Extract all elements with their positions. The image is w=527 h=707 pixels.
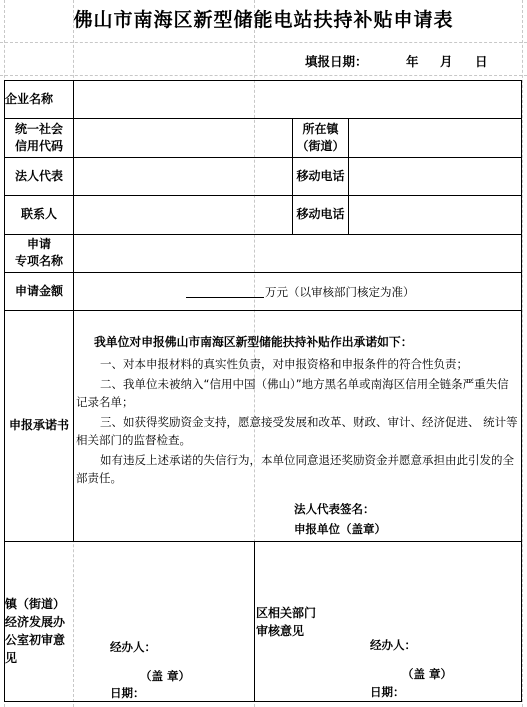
col-divider xyxy=(254,541,255,702)
legal-rep-label: 法人代表 xyxy=(14,169,63,183)
project-name-label xyxy=(5,236,73,270)
town-date-label: 日期： xyxy=(110,686,145,700)
row-divider xyxy=(4,541,522,542)
unit-seal-label: 申报单位（盖章） xyxy=(294,522,386,536)
district-date-label: 日期： xyxy=(370,685,405,699)
amount-field[interactable] xyxy=(186,297,264,298)
district-seal-label: （盖 章） xyxy=(402,667,453,681)
town-seal-label: （盖 章） xyxy=(140,669,191,683)
grid-line xyxy=(0,42,527,43)
district-dept-opinion-label: 区相关部门审核意见 xyxy=(256,606,317,638)
grid-line xyxy=(0,75,527,76)
commitment-item-2: 二、我单位未被纳入“信用中国（佛山）”地方黑名单或南海区信用全链条严重失信记录名单； xyxy=(76,377,509,409)
fill-date-label: 填报日期： xyxy=(305,54,368,69)
row-divider xyxy=(4,310,522,311)
town-handler-label: 经办人： xyxy=(110,640,156,654)
town-office-opinion-label: 镇（街道）经济发展办公室初审意见 xyxy=(5,597,66,665)
credit-code-field[interactable] xyxy=(74,119,292,157)
date-month: 月 xyxy=(440,54,453,69)
legal-rep-field[interactable] xyxy=(74,158,292,195)
location-label-line2: （街道） xyxy=(296,139,345,153)
credit-code-label-line2: 信用代码 xyxy=(14,139,63,153)
mobile-label-1: 移动电话 xyxy=(296,169,345,183)
amount-unit: 万元（以审核部门核定为准） xyxy=(265,285,415,299)
company-name-label: 企业名称 xyxy=(5,92,54,106)
date-day: 日 xyxy=(475,54,488,69)
commitment-item-4: 如有违反上述承诺的失信行为，本单位同意退还奖励资金并愿意承担由此引发的全部责任。 xyxy=(76,453,514,485)
location-label-line1: 所在镇 xyxy=(302,122,339,136)
legal-sign-label: 法人代表签名： xyxy=(294,502,375,516)
location-field[interactable] xyxy=(349,119,521,157)
project-name-field[interactable] xyxy=(74,235,521,272)
commitment-heading: 我单位对申报佛山市南海区新型储能扶持补贴作出承诺如下： xyxy=(94,335,413,349)
mobile-label-2: 移动电话 xyxy=(296,207,345,221)
mobile-field-1[interactable] xyxy=(349,158,521,195)
amount-label: 申请金额 xyxy=(14,284,63,298)
district-handler-label: 经办人： xyxy=(370,638,416,652)
form-title: 佛山市南海区新型储能电站扶持补贴申请表 xyxy=(73,9,454,31)
commitment-item-1: 一、对本申报材料的真实性负责，对申报资格和申报条件的符合性负责； xyxy=(100,357,468,371)
commitment-label: 申报承诺书 xyxy=(8,418,69,432)
date-year: 年 xyxy=(406,54,419,69)
table-border-bottom xyxy=(4,701,522,702)
table-border-right xyxy=(521,80,522,702)
commitment-item-3: 三、如获得奖励资金支持，愿意接受发展和改革、财政、审计、经济促进、 统计等相关部门的监督检查。 xyxy=(76,415,518,447)
credit-code-label xyxy=(5,121,73,155)
mobile-field-2[interactable] xyxy=(349,196,521,234)
contact-field[interactable] xyxy=(74,196,292,234)
contact-label: 联系人 xyxy=(20,207,57,221)
grid-line xyxy=(522,0,523,707)
company-name-field[interactable] xyxy=(74,81,521,118)
project-name-label-line1: 申请 xyxy=(26,237,51,251)
credit-code-label-line1: 统一社会 xyxy=(14,122,63,136)
location-label xyxy=(293,121,348,155)
row-divider xyxy=(4,272,522,273)
project-name-label-line2: 专项名称 xyxy=(14,254,63,268)
